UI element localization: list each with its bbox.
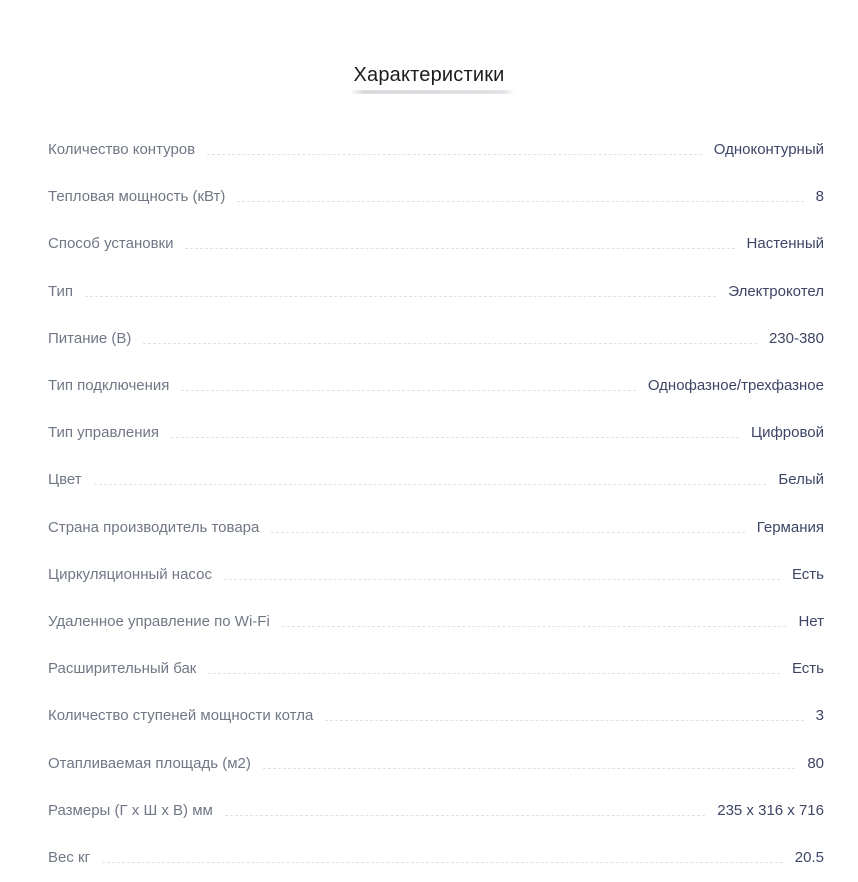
- spec-label: Способ установки: [48, 235, 174, 253]
- dotted-leader: [224, 579, 780, 580]
- spec-value: Нет: [798, 612, 824, 630]
- dotted-leader: [207, 154, 702, 155]
- dotted-leader: [181, 390, 635, 391]
- dotted-leader: [185, 248, 734, 249]
- dotted-leader: [143, 343, 757, 344]
- spec-list: [48, 126, 824, 881]
- spec-label: Отапливаемая площадь (м2): [48, 754, 251, 772]
- dotted-leader: [263, 768, 795, 769]
- spec-row-circulation-pump: [48, 551, 824, 598]
- spec-label: Страна производитель товара: [48, 518, 260, 536]
- spec-row-heat-power: [48, 173, 824, 220]
- section-title: Характеристики: [353, 64, 505, 86]
- spec-label: Питание (В): [48, 329, 132, 347]
- dotted-leader: [282, 626, 787, 627]
- spec-value: Однофазное/трехфазное: [647, 377, 824, 395]
- spec-label: Расширительный бак: [48, 660, 197, 678]
- spec-value: Одноконтурный: [713, 141, 824, 159]
- spec-row-connection-type: [48, 362, 824, 409]
- dotted-leader: [225, 815, 705, 816]
- spec-value: Электрокотел: [728, 282, 824, 300]
- spec-row-dimensions: [48, 787, 824, 834]
- spec-value: Есть: [791, 565, 824, 583]
- spec-row-power-stages: [48, 692, 824, 739]
- spec-label: Вес кг: [48, 848, 91, 866]
- spec-row-weight: [48, 834, 824, 881]
- spec-value: Белый: [778, 471, 824, 489]
- dotted-leader: [237, 201, 803, 202]
- spec-row-expansion-tank: [48, 645, 824, 692]
- spec-value: Есть: [791, 660, 824, 678]
- title-underline: [350, 90, 515, 94]
- dotted-leader: [325, 720, 803, 721]
- spec-value: Цифровой: [750, 424, 824, 442]
- spec-value: 80: [807, 754, 824, 772]
- spec-value: 230-380: [768, 329, 824, 347]
- spec-row-mounting: [48, 220, 824, 267]
- spec-row-contours: [48, 126, 824, 173]
- spec-row-wifi-control: [48, 598, 824, 645]
- spec-label: Тип управления: [48, 424, 159, 442]
- dotted-leader: [171, 437, 739, 438]
- spec-value: 20.5: [794, 848, 824, 866]
- spec-label: Тип: [48, 282, 74, 300]
- dotted-leader: [271, 532, 744, 533]
- spec-label: Количество контуров: [48, 141, 196, 159]
- spec-label: Циркуляционный насос: [48, 565, 212, 583]
- spec-row-color: [48, 456, 824, 503]
- spec-value: 3: [815, 707, 824, 725]
- spec-label: Размеры (Г x Ш x В) мм: [48, 801, 213, 819]
- dotted-leader: [85, 296, 716, 297]
- spec-value: Настенный: [746, 235, 824, 253]
- spec-label: Тепловая мощность (кВт): [48, 188, 226, 206]
- spec-label: Тип подключения: [48, 377, 170, 395]
- spec-row-power-supply: [48, 315, 824, 362]
- spec-row-heated-area: [48, 739, 824, 786]
- dotted-leader: [208, 673, 780, 674]
- spec-row-control-type: [48, 409, 824, 456]
- spec-value: 235 x 316 x 716: [717, 801, 824, 819]
- spec-label: Цвет: [48, 471, 82, 489]
- dotted-leader: [102, 862, 783, 863]
- spec-label: Удаленное управление по Wi-Fi: [48, 612, 270, 630]
- spec-label: Количество ступеней мощности котла: [48, 707, 314, 725]
- spec-row-type: [48, 268, 824, 315]
- spec-row-country: [48, 504, 824, 551]
- spec-value: Германия: [756, 518, 824, 536]
- dotted-leader: [94, 484, 767, 485]
- spec-value: 8: [815, 188, 824, 206]
